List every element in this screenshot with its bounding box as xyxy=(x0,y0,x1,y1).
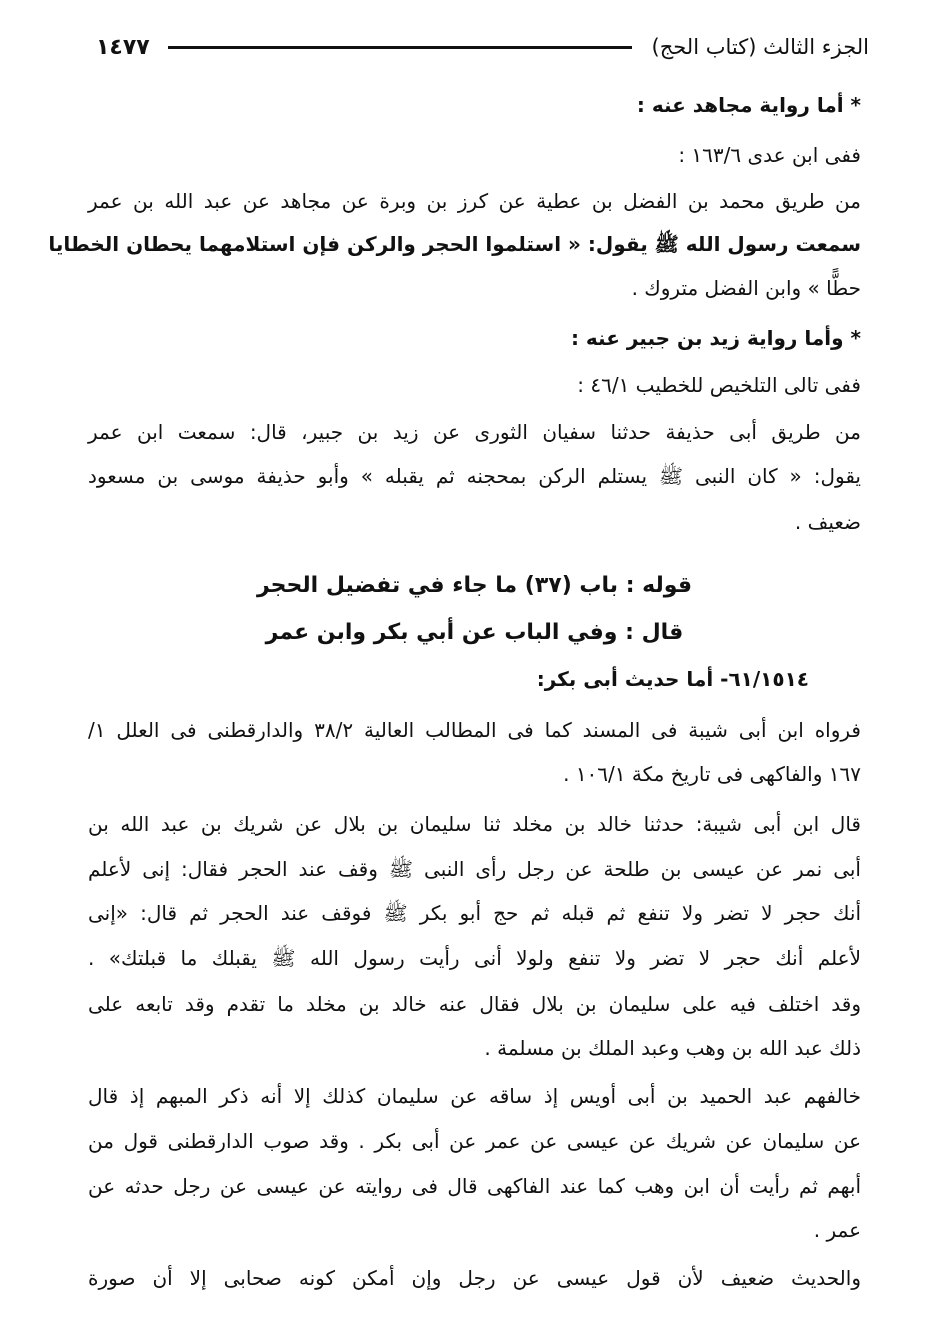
page-header xyxy=(96,22,869,72)
section-heading-zayd: * وأما رواية زيد بن جبير عنه : xyxy=(570,326,861,350)
text-line: لأعلم أنك حجر لا تضر ولا تنفع ولولا أنى رأيت رسول الله ﷺ يقبلك ما قبلتك» . xyxy=(88,946,861,970)
text-line: ذلك عبد الله بن وهب وعبد الملك بن مسلمة . xyxy=(484,1036,861,1060)
text-line: فرواه ابن أبى شيبة فى المسند كما فى المطالب العالية ٣٨/٢ والدارقطنى فى العلل ١/ xyxy=(88,718,861,742)
text-line: أنك حجر لا تضر ولا تنفع ثم قبله ثم حج أبو بكر ﷺ فوقف عند الحجر ثم قال: «إنى xyxy=(88,901,861,925)
text-line: والحديث ضعيف لأن قول عيسى عن رجل وإن أمكن كونه صحابى إلا أن صورة xyxy=(88,1266,861,1290)
text-line: قال ابن أبى شيبة: حدثنا خالد بن مخلد ثنا سليمان بن بلال عن شريك بن عبد الله بن xyxy=(88,812,861,836)
hadith-line: سمعت رسول الله ﷺ يقول: « استلموا الحجر والركن فإن استلامهما يحطان الخطايا xyxy=(48,232,861,256)
chapter-heading: قوله : باب (٣٧) ما جاء في تفضيل الحجر xyxy=(257,573,692,598)
text-line: من طريق محمد بن الفضل بن عطية عن كرز بن وبرة عن مجاهد عن عبد الله بن عمر xyxy=(88,189,861,213)
header-rule xyxy=(168,46,632,49)
text-line: ضعيف . xyxy=(794,510,861,534)
text-line: من طريق أبى حذيفة حدثنا سفيان الثورى عن زيد بن جبير، قال: سمعت ابن عمر xyxy=(88,420,861,444)
text-line: خالفهم عبد الحميد بن أبى أويس إذ ساقه عن سليمان كذلك إلا أنه ذكر المبهم إذ قال xyxy=(88,1084,861,1108)
text-line: عمر . xyxy=(813,1218,861,1242)
hadith-number-heading: ٦١/١٥١٤- أما حديث أبى بكر: xyxy=(536,667,809,691)
text-line: أبهم ثم رأيت أن ابن وهب كما عند الفاكهى قال فى روايته عن عيسى عن رجل حدثه عن xyxy=(88,1174,861,1198)
source-line: ففى تالى التلخيص للخطيب ٤٦/١ : xyxy=(577,373,861,397)
running-title: الجزء الثالث (كتاب الحج) xyxy=(651,35,869,59)
text-line: ١٦٧ والفاكهى فى تاريخ مكة ١٠٦/١ . xyxy=(563,762,861,786)
text-line: حطًّا » وابن الفضل متروك . xyxy=(631,276,861,300)
text-line: يقول: « كان النبى ﷺ يستلم الركن بمحجنه ثم يقبله » وأبو حذيفة موسى بن مسعود xyxy=(88,464,861,488)
text-line: عن سليمان عن شريك عن عيسى عن عمر عن أبى بكر . وقد صوب الدارقطنى قول من xyxy=(88,1129,861,1153)
chapter-subheading: قال : وفي الباب عن أبي بكر وابن عمر xyxy=(265,620,684,645)
page-number: ١٤٧٧ xyxy=(96,34,150,60)
source-line: ففى ابن عدى ١٦٣/٦ : xyxy=(678,143,861,167)
text-line: أبى نمر عن عيسى بن طلحة عن رجل رأى النبى ﷺ وقف عند الحجر فقال: إنى لأعلم xyxy=(88,857,861,881)
section-heading-mujahid: * أما رواية مجاهد عنه : xyxy=(636,93,861,117)
text-line: وقد اختلف فيه على سليمان بن بلال فقال عنه خالد بن مخلد ما تقدم وقد تابعه على xyxy=(88,992,861,1016)
